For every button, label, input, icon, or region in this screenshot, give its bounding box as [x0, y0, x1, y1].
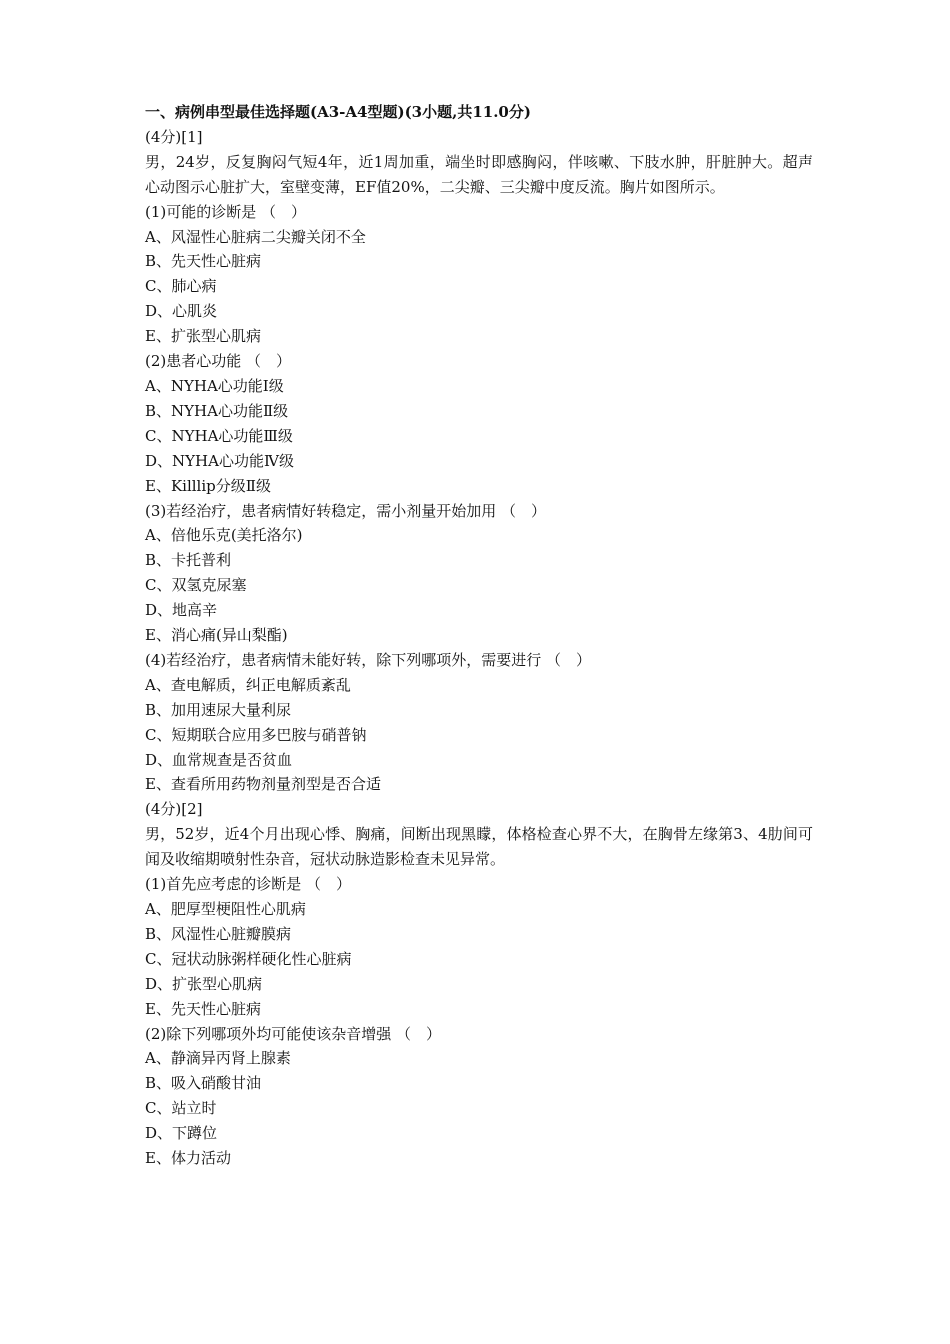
option-a[interactable]: A、肥厚型梗阻性心肌病 [145, 900, 306, 918]
option-e[interactable]: E、Killlip分级Ⅱ级 [145, 476, 271, 495]
option-b[interactable]: B、先天性心脏病 [145, 252, 262, 271]
case-score: (4分)[2] [145, 800, 203, 819]
option-a[interactable]: A、静滴异丙肾上腺素 [145, 1049, 291, 1068]
question-prompt: (1)可能的诊断是 （ ） [145, 202, 307, 221]
option-e[interactable]: E、查看所用药物剂量剂型是否合适 [145, 775, 381, 794]
option-c[interactable]: C、NYHA心功能Ⅲ级 [145, 426, 293, 445]
option-b[interactable]: B、加用速尿大量利尿 [145, 700, 292, 719]
question-prompt: (4)若经治疗，患者病情未能好转，除下列哪项外，需要进行 （ ） [145, 650, 592, 669]
option-b[interactable]: B、卡托普利 [145, 551, 232, 570]
case-1 [145, 125, 813, 797]
case-score: (4分)[1] [145, 127, 203, 146]
option-c[interactable]: C、冠状动脉粥样硬化性心脏病 [145, 949, 352, 968]
option-b[interactable]: B、NYHA心功能Ⅱ级 [145, 401, 289, 420]
option-d[interactable]: D、心肌炎 [145, 302, 218, 321]
case-stem: 男，24岁，反复胸闷气短4年，近1周加重，端坐时即感胸闷，伴咳嗽、下肢水肿，肝脏肿大。超声心动图示心脏扩大，室壁变薄，EF值20%，二尖瓣、三尖瓣中度反流。胸片如图所示。 [145, 152, 813, 196]
exam-page [145, 100, 813, 1171]
question-prompt: (2)患者心功能 （ ） [145, 352, 292, 371]
option-e[interactable]: E、先天性心脏病 [145, 999, 261, 1018]
option-e[interactable]: E、扩张型心肌病 [145, 327, 261, 346]
option-d[interactable]: D、地高辛 [145, 601, 218, 620]
section-title: 一、病例串型最佳选择题(A3-A4型题)(3小题,共11.0分) [145, 103, 531, 121]
option-a[interactable]: A、查电解质，纠正电解质紊乱 [145, 675, 351, 694]
question-1 [145, 872, 813, 1021]
question-prompt: (2)除下列哪项外均可能使该杂音增强 （ ） [145, 1024, 442, 1043]
option-e[interactable]: E、消心痛(异山梨酯) [145, 626, 288, 645]
option-c[interactable]: C、站立时 [145, 1099, 217, 1118]
option-c[interactable]: C、短期联合应用多巴胺与硝普钠 [145, 725, 367, 744]
case-2 [145, 797, 813, 1171]
question-prompt: (3)若经治疗，患者病情好转稳定，需小剂量开始加用 （ ） [145, 501, 547, 520]
option-d[interactable]: D、血常规查是否贫血 [145, 750, 293, 769]
question-prompt: (1)首先应考虑的诊断是 （ ） [145, 875, 352, 894]
option-c[interactable]: C、肺心病 [145, 277, 217, 296]
question-1 [145, 200, 813, 349]
option-a[interactable]: A、风湿性心脏病二尖瓣关闭不全 [145, 227, 366, 246]
option-d[interactable]: D、下蹲位 [145, 1124, 218, 1143]
option-d[interactable]: D、NYHA心功能Ⅳ级 [145, 451, 294, 470]
question-2 [145, 349, 813, 498]
option-b[interactable]: B、风湿性心脏瓣膜病 [145, 924, 292, 943]
option-a[interactable]: A、倍他乐克(美托洛尔) [145, 526, 303, 545]
option-c[interactable]: C、双氢克尿塞 [145, 576, 247, 595]
option-b[interactable]: B、吸入硝酸甘油 [145, 1074, 262, 1093]
case-stem: 男，52岁，近4个月出现心悸、胸痛，间断出现黑矇，体格检查心界不大，在胸骨左缘第3、4肋间可闻及收缩期喷射性杂音，冠状动脉造影检查未见异常。 [145, 825, 813, 869]
option-e[interactable]: E、体力活动 [145, 1149, 231, 1168]
question-3 [145, 499, 813, 648]
question-4 [145, 648, 813, 797]
option-d[interactable]: D、扩张型心肌病 [145, 974, 263, 993]
option-a[interactable]: A、NYHA心功能Ⅰ级 [145, 376, 284, 395]
question-2 [145, 1022, 813, 1171]
